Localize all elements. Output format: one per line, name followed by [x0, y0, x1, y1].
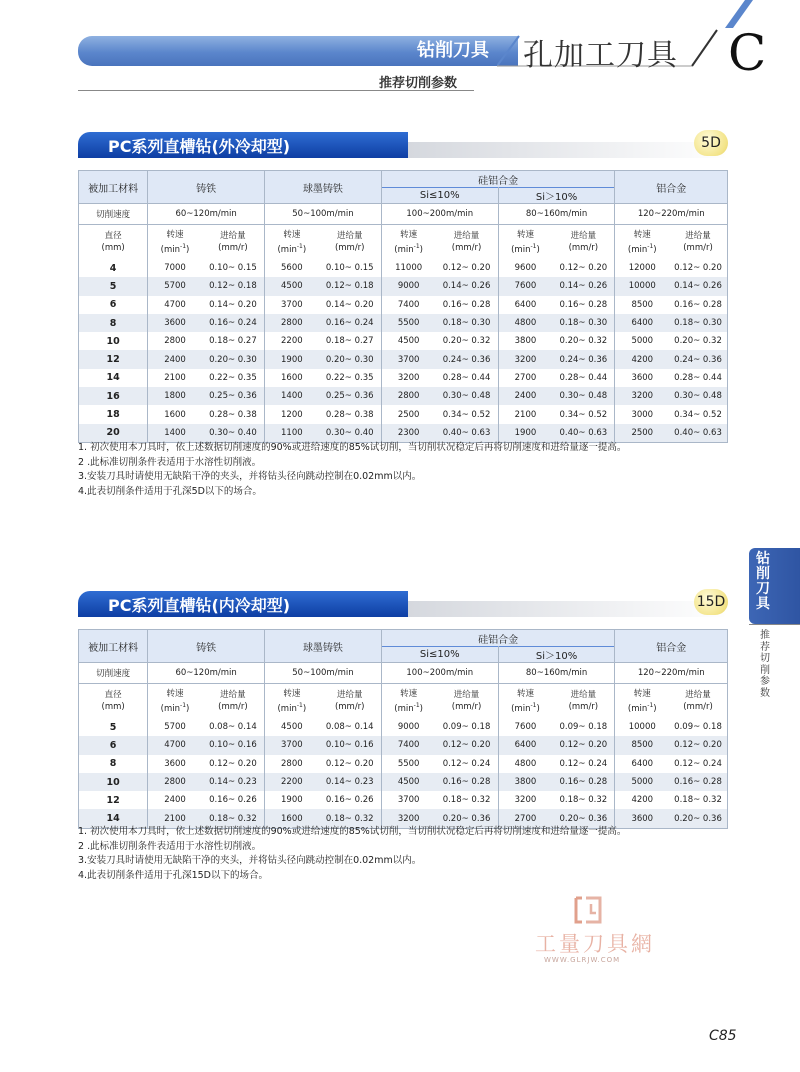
rpm-cell: 1100: [265, 424, 319, 443]
rpm-cell: 3700: [265, 736, 319, 754]
rpm-cell: 4800: [498, 314, 552, 332]
side-tab-divider: [749, 624, 800, 625]
feed-cell: 0.08~ 0.14: [202, 718, 265, 736]
speed-label: 切削速度: [79, 204, 148, 225]
feed-cell: 0.18~ 0.32: [202, 809, 265, 828]
feed-cell: 0.40~ 0.63: [435, 424, 498, 443]
feed-cell: 0.12~ 0.20: [552, 259, 615, 277]
speed-ductile-iron: 50~100m/min: [265, 204, 382, 225]
rpm-cell: 1900: [498, 424, 552, 443]
rpm-header: 转速 $(\min^{-1})$: [615, 684, 669, 719]
diameter-cell: 6: [79, 296, 148, 314]
rpm-cell: 2700: [498, 369, 552, 387]
column-subheader-row: [79, 684, 728, 719]
table-row: [79, 259, 728, 277]
rpm-cell: 4700: [148, 736, 202, 754]
feed-cell: 0.09~ 0.18: [435, 718, 498, 736]
feed-cell: 0.12~ 0.24: [552, 755, 615, 773]
feed-cell: 0.16~ 0.24: [319, 314, 382, 332]
header-category: 钻削刀具: [417, 40, 489, 61]
watermark-logo-icon: [573, 895, 603, 925]
table-row: [79, 314, 728, 332]
feed-cell: 0.24~ 0.36: [552, 350, 615, 368]
feed-cell: 0.10~ 0.16: [202, 736, 265, 754]
rpm-cell: 1600: [148, 405, 202, 423]
rpm-cell: 2100: [498, 405, 552, 423]
rpm-cell: 1600: [265, 809, 319, 828]
rpm-cell: 2100: [148, 809, 202, 828]
feed-cell: 0.12~ 0.20: [669, 259, 727, 277]
header-si-high: Si＞10%: [498, 188, 615, 204]
rpm-cell: 3800: [498, 773, 552, 791]
rpm-cell: 1900: [265, 350, 319, 368]
rpm-cell: 1400: [265, 387, 319, 405]
feed-cell: 0.20~ 0.36: [435, 809, 498, 828]
feed-cell: 0.40~ 0.63: [552, 424, 615, 443]
feed-cell: 0.14~ 0.26: [552, 277, 615, 295]
feed-cell: 0.18~ 0.32: [319, 809, 382, 828]
watermark-text: 工量刀具網: [535, 932, 655, 956]
feed-cell: 0.14~ 0.20: [319, 296, 382, 314]
feed-cell: 0.20~ 0.32: [552, 332, 615, 350]
rpm-header: 转速 $(\min^{-1})$: [615, 225, 669, 260]
feed-cell: 0.30~ 0.40: [319, 424, 382, 443]
rpm-cell: 3600: [615, 369, 669, 387]
feed-cell: 0.28~ 0.44: [435, 369, 498, 387]
section1-title-bar: [78, 132, 728, 158]
rpm-cell: 4500: [265, 718, 319, 736]
rpm-cell: 2800: [148, 332, 202, 350]
rpm-header: 转速 $(\min^{-1})$: [265, 225, 319, 260]
feed-header: 进给量 (mm/r): [319, 684, 382, 719]
rpm-header: 转速 $(\min^{-1})$: [381, 684, 435, 719]
feed-cell: 0.12~ 0.24: [669, 755, 727, 773]
rpm-header: 转速 $(\min^{-1})$: [498, 684, 552, 719]
rpm-cell: 8500: [615, 296, 669, 314]
rpm-cell: 1200: [265, 405, 319, 423]
feed-cell: 0.22~ 0.35: [202, 369, 265, 387]
feed-cell: 0.14~ 0.26: [435, 277, 498, 295]
section2-depth-badge: 15D: [694, 589, 728, 615]
rpm-cell: 4800: [498, 755, 552, 773]
feed-cell: 0.40~ 0.63: [669, 424, 727, 443]
rpm-header: 转速 $(\min^{-1})$: [265, 684, 319, 719]
note: 1. 初次使用本刀具时，依上述数据切削速度的90%或进给速度的85%试切削，当切削状况稳定后再将切削速度和进给量逐一提高。: [78, 826, 627, 837]
feed-cell: 0.10~ 0.16: [319, 736, 382, 754]
feed-cell: 0.14~ 0.23: [202, 773, 265, 791]
rpm-cell: 7400: [381, 736, 435, 754]
rpm-cell: 9000: [381, 718, 435, 736]
rpm-cell: 10000: [615, 718, 669, 736]
feed-cell: 0.24~ 0.36: [669, 350, 727, 368]
section1-notes: [78, 441, 778, 499]
header-silicon-aluminum: 硅铝合金: [381, 630, 615, 647]
feed-cell: 0.20~ 0.32: [435, 332, 498, 350]
section2-notes: [78, 825, 778, 883]
speed-si-low: 100~200m/min: [381, 663, 498, 684]
rpm-cell: 3800: [498, 332, 552, 350]
header-material: 被加工材料: [79, 630, 148, 663]
side-tab-sub-label: 推荐切削参数: [760, 630, 770, 699]
feed-cell: 0.28~ 0.44: [669, 369, 727, 387]
feed-cell: 0.20~ 0.30: [319, 350, 382, 368]
feed-header: 进给量 (mm/r): [435, 225, 498, 260]
feed-cell: 0.10~ 0.15: [319, 259, 382, 277]
rpm-cell: 5000: [615, 332, 669, 350]
rpm-cell: 3200: [381, 809, 435, 828]
feed-header: 进给量 (mm/r): [669, 225, 727, 260]
rpm-cell: 5700: [148, 277, 202, 295]
feed-cell: 0.20~ 0.36: [552, 809, 615, 828]
feed-cell: 0.12~ 0.20: [319, 755, 382, 773]
section1-cutting-table: [78, 170, 728, 443]
rpm-cell: 10000: [615, 277, 669, 295]
diameter-cell: 12: [79, 350, 148, 368]
feed-cell: 0.18~ 0.30: [669, 314, 727, 332]
speed-aluminum: 120~220m/min: [615, 204, 728, 225]
feed-cell: 0.34~ 0.52: [552, 405, 615, 423]
table-row: [79, 791, 728, 809]
rpm-cell: 3200: [381, 369, 435, 387]
diameter-header: 直径 (mm): [79, 225, 148, 260]
table-row: [79, 332, 728, 350]
feed-cell: 0.16~ 0.28: [552, 296, 615, 314]
rpm-cell: 5600: [265, 259, 319, 277]
feed-cell: 0.09~ 0.18: [552, 718, 615, 736]
feed-cell: 0.16~ 0.26: [319, 791, 382, 809]
rpm-cell: 3000: [615, 405, 669, 423]
speed-si-high: 80~160m/min: [498, 663, 615, 684]
rpm-cell: 3700: [265, 296, 319, 314]
diameter-cell: 14: [79, 809, 148, 828]
rpm-cell: 3600: [148, 314, 202, 332]
speed-si-low: 100~200m/min: [381, 204, 498, 225]
rpm-cell: 1600: [265, 369, 319, 387]
rpm-cell: 8500: [615, 736, 669, 754]
section2-title-bar: [78, 591, 728, 617]
header-main-title: 孔加工刀具: [523, 38, 678, 73]
rpm-cell: 7600: [498, 277, 552, 295]
feed-cell: 0.12~ 0.20: [669, 736, 727, 754]
section1-depth-badge: 5D: [694, 130, 728, 156]
header-ductile-iron: 球墨铸铁: [265, 630, 382, 663]
rpm-cell: 2500: [615, 424, 669, 443]
rpm-cell: 4500: [381, 773, 435, 791]
rpm-cell: 7400: [381, 296, 435, 314]
feed-cell: 0.16~ 0.28: [669, 773, 727, 791]
feed-cell: 0.18~ 0.27: [319, 332, 382, 350]
feed-cell: 0.12~ 0.24: [435, 755, 498, 773]
rpm-cell: 4200: [615, 350, 669, 368]
header-si-high: Si＞10%: [498, 647, 615, 663]
rpm-cell: 2100: [148, 369, 202, 387]
diameter-cell: 20: [79, 424, 148, 443]
table-row: [79, 424, 728, 443]
feed-cell: 0.16~ 0.26: [202, 791, 265, 809]
diameter-cell: 16: [79, 387, 148, 405]
header-subtitle: 推荐切削参数: [379, 76, 458, 91]
rpm-cell: 5500: [381, 755, 435, 773]
feed-header: 进给量 (mm/r): [202, 684, 265, 719]
diameter-header: 直径 (mm): [79, 684, 148, 719]
rpm-cell: 2400: [498, 387, 552, 405]
rpm-cell: 2200: [265, 773, 319, 791]
table-row: [79, 296, 728, 314]
diameter-cell: 8: [79, 314, 148, 332]
header-material: 被加工材料: [79, 171, 148, 204]
feed-cell: 0.20~ 0.32: [669, 332, 727, 350]
header-aluminum: 铝合金: [615, 171, 728, 204]
chapter-letter: C: [728, 24, 767, 82]
table-row: [79, 718, 728, 736]
note: 3.安装刀具时请使用无缺陷干净的夹头，并将钻头径向跳动控制在0.02mm以内。: [78, 471, 422, 482]
diameter-cell: 8: [79, 755, 148, 773]
rpm-cell: 4700: [148, 296, 202, 314]
rpm-cell: 3200: [498, 350, 552, 368]
rpm-cell: 9000: [381, 277, 435, 295]
feed-cell: 0.18~ 0.32: [435, 791, 498, 809]
feed-cell: 0.28~ 0.38: [202, 405, 265, 423]
feed-cell: 0.28~ 0.44: [552, 369, 615, 387]
rpm-cell: 3200: [498, 791, 552, 809]
rpm-cell: 6400: [615, 755, 669, 773]
header-aluminum: 铝合金: [615, 630, 728, 663]
feed-cell: 0.08~ 0.14: [319, 718, 382, 736]
feed-cell: 0.14~ 0.20: [202, 296, 265, 314]
diameter-cell: 4: [79, 259, 148, 277]
note: 4.此表切削条件适用于孔深15D以下的场合。: [78, 869, 268, 881]
feed-cell: 0.12~ 0.18: [202, 277, 265, 295]
header-cast-iron: 铸铁: [148, 630, 265, 663]
rpm-cell: 6400: [615, 314, 669, 332]
table-row: [79, 773, 728, 791]
feed-cell: 0.12~ 0.18: [319, 277, 382, 295]
feed-cell: 0.25~ 0.36: [319, 387, 382, 405]
rpm-cell: 5700: [148, 718, 202, 736]
page-number: C85: [709, 1028, 737, 1044]
rpm-header: 转速 $(\min^{-1})$: [498, 225, 552, 260]
rpm-header: 转速 $(\min^{-1})$: [148, 225, 202, 260]
rpm-cell: 3200: [615, 387, 669, 405]
rpm-cell: 1900: [265, 791, 319, 809]
diameter-cell: 10: [79, 773, 148, 791]
feed-cell: 0.16~ 0.28: [552, 773, 615, 791]
section1-title: PC系列直槽钻(外冷却型): [108, 137, 291, 156]
feed-cell: 0.12~ 0.20: [435, 736, 498, 754]
rpm-cell: 2200: [265, 332, 319, 350]
rpm-cell: 2300: [381, 424, 435, 443]
header-si-low: Si≤10%: [381, 647, 498, 663]
rpm-header: 转速 $(\min^{-1})$: [381, 225, 435, 260]
feed-cell: 0.18~ 0.27: [202, 332, 265, 350]
diameter-cell: 10: [79, 332, 148, 350]
header-si-low: Si≤10%: [381, 188, 498, 204]
feed-cell: 0.30~ 0.48: [552, 387, 615, 405]
table-row: [79, 736, 728, 754]
rpm-cell: 9600: [498, 259, 552, 277]
speed-label: 切削速度: [79, 663, 148, 684]
rpm-cell: 5500: [381, 314, 435, 332]
table-row: [79, 369, 728, 387]
diameter-cell: 5: [79, 718, 148, 736]
feed-header: 进给量 (mm/r): [552, 225, 615, 260]
feed-cell: 0.20~ 0.36: [669, 809, 727, 828]
rpm-cell: 1800: [148, 387, 202, 405]
speed-aluminum: 120~220m/min: [615, 663, 728, 684]
rpm-cell: 6400: [498, 296, 552, 314]
rpm-cell: 2400: [148, 350, 202, 368]
feed-cell: 0.14~ 0.26: [669, 277, 727, 295]
feed-cell: 0.16~ 0.24: [202, 314, 265, 332]
speed-cast-iron: 60~120m/min: [148, 663, 265, 684]
rpm-cell: 5000: [615, 773, 669, 791]
feed-cell: 0.09~ 0.18: [669, 718, 727, 736]
feed-header: 进给量 (mm/r): [202, 225, 265, 260]
rpm-cell: 12000: [615, 259, 669, 277]
table-row: [79, 405, 728, 423]
header-divider: [78, 90, 474, 91]
feed-cell: 0.18~ 0.32: [552, 791, 615, 809]
feed-cell: 0.10~ 0.15: [202, 259, 265, 277]
rpm-cell: 3600: [615, 809, 669, 828]
diameter-cell: 12: [79, 791, 148, 809]
section2-cutting-table: [78, 629, 728, 829]
feed-cell: 0.16~ 0.28: [669, 296, 727, 314]
feed-header: 进给量 (mm/r): [319, 225, 382, 260]
rpm-cell: 3700: [381, 791, 435, 809]
feed-cell: 0.34~ 0.52: [435, 405, 498, 423]
note: 2 .此标准切削条件表适用于水溶性切削液。: [78, 456, 262, 468]
rpm-cell: 2800: [381, 387, 435, 405]
feed-cell: 0.18~ 0.30: [435, 314, 498, 332]
table-row: [79, 755, 728, 773]
rpm-cell: 2700: [498, 809, 552, 828]
side-tab-label: 钻削刀具: [756, 551, 770, 612]
feed-cell: 0.12~ 0.20: [435, 259, 498, 277]
table-row: [79, 277, 728, 295]
watermark-url: WWW.GLRJW.COM: [544, 956, 621, 964]
diameter-cell: 18: [79, 405, 148, 423]
feed-header: 进给量 (mm/r): [552, 684, 615, 719]
note: 2 .此标准切削条件表适用于水溶性切削液。: [78, 840, 262, 852]
feed-cell: 0.16~ 0.28: [435, 296, 498, 314]
rpm-header: 转速 $(\min^{-1})$: [148, 684, 202, 719]
diameter-cell: 5: [79, 277, 148, 295]
feed-cell: 0.16~ 0.28: [435, 773, 498, 791]
feed-cell: 0.22~ 0.35: [319, 369, 382, 387]
note: 3.安装刀具时请使用无缺陷干净的夹头，并将钻头径向跳动控制在0.02mm以内。: [78, 855, 422, 866]
feed-cell: 0.25~ 0.36: [202, 387, 265, 405]
feed-cell: 0.30~ 0.48: [669, 387, 727, 405]
speed-ductile-iron: 50~100m/min: [265, 663, 382, 684]
feed-cell: 0.14~ 0.23: [319, 773, 382, 791]
rpm-cell: 4500: [381, 332, 435, 350]
feed-cell: 0.28~ 0.38: [319, 405, 382, 423]
column-subheader-row: [79, 225, 728, 260]
rpm-cell: 11000: [381, 259, 435, 277]
feed-cell: 0.18~ 0.32: [669, 791, 727, 809]
feed-cell: 0.34~ 0.52: [669, 405, 727, 423]
speed-cast-iron: 60~120m/min: [148, 204, 265, 225]
speed-si-high: 80~160m/min: [498, 204, 615, 225]
diameter-cell: 6: [79, 736, 148, 754]
rpm-cell: 4500: [265, 277, 319, 295]
rpm-cell: 7600: [498, 718, 552, 736]
feed-cell: 0.18~ 0.30: [552, 314, 615, 332]
rpm-cell: 3700: [381, 350, 435, 368]
rpm-cell: 2800: [148, 773, 202, 791]
feed-cell: 0.12~ 0.20: [552, 736, 615, 754]
note: 1. 初次使用本刀具时，依上述数据切削速度的90%或进给速度的85%试切削，当切削状况稳定后再将切削速度和进给量逐一提高。: [78, 442, 627, 453]
table-row: [79, 387, 728, 405]
rpm-cell: 3600: [148, 755, 202, 773]
diameter-cell: 14: [79, 369, 148, 387]
rpm-cell: 4200: [615, 791, 669, 809]
rpm-cell: 2800: [265, 755, 319, 773]
rpm-cell: 6400: [498, 736, 552, 754]
rpm-cell: 1400: [148, 424, 202, 443]
feed-cell: 0.24~ 0.36: [435, 350, 498, 368]
feed-cell: 0.30~ 0.48: [435, 387, 498, 405]
section2-title: PC系列直槽钻(内冷却型): [108, 596, 291, 615]
rpm-cell: 2500: [381, 405, 435, 423]
feed-header: 进给量 (mm/r): [669, 684, 727, 719]
header-silicon-aluminum: 硅铝合金: [381, 171, 615, 188]
feed-header: 进给量 (mm/r): [435, 684, 498, 719]
rpm-cell: 2800: [265, 314, 319, 332]
feed-cell: 0.20~ 0.30: [202, 350, 265, 368]
rpm-cell: 7000: [148, 259, 202, 277]
note: 4.此表切削条件适用于孔深5D以下的场合。: [78, 485, 262, 497]
header-cast-iron: 铸铁: [148, 171, 265, 204]
rpm-cell: 2400: [148, 791, 202, 809]
header-ductile-iron: 球墨铸铁: [265, 171, 382, 204]
feed-cell: 0.30~ 0.40: [202, 424, 265, 443]
feed-cell: 0.12~ 0.20: [202, 755, 265, 773]
table-row: [79, 350, 728, 368]
